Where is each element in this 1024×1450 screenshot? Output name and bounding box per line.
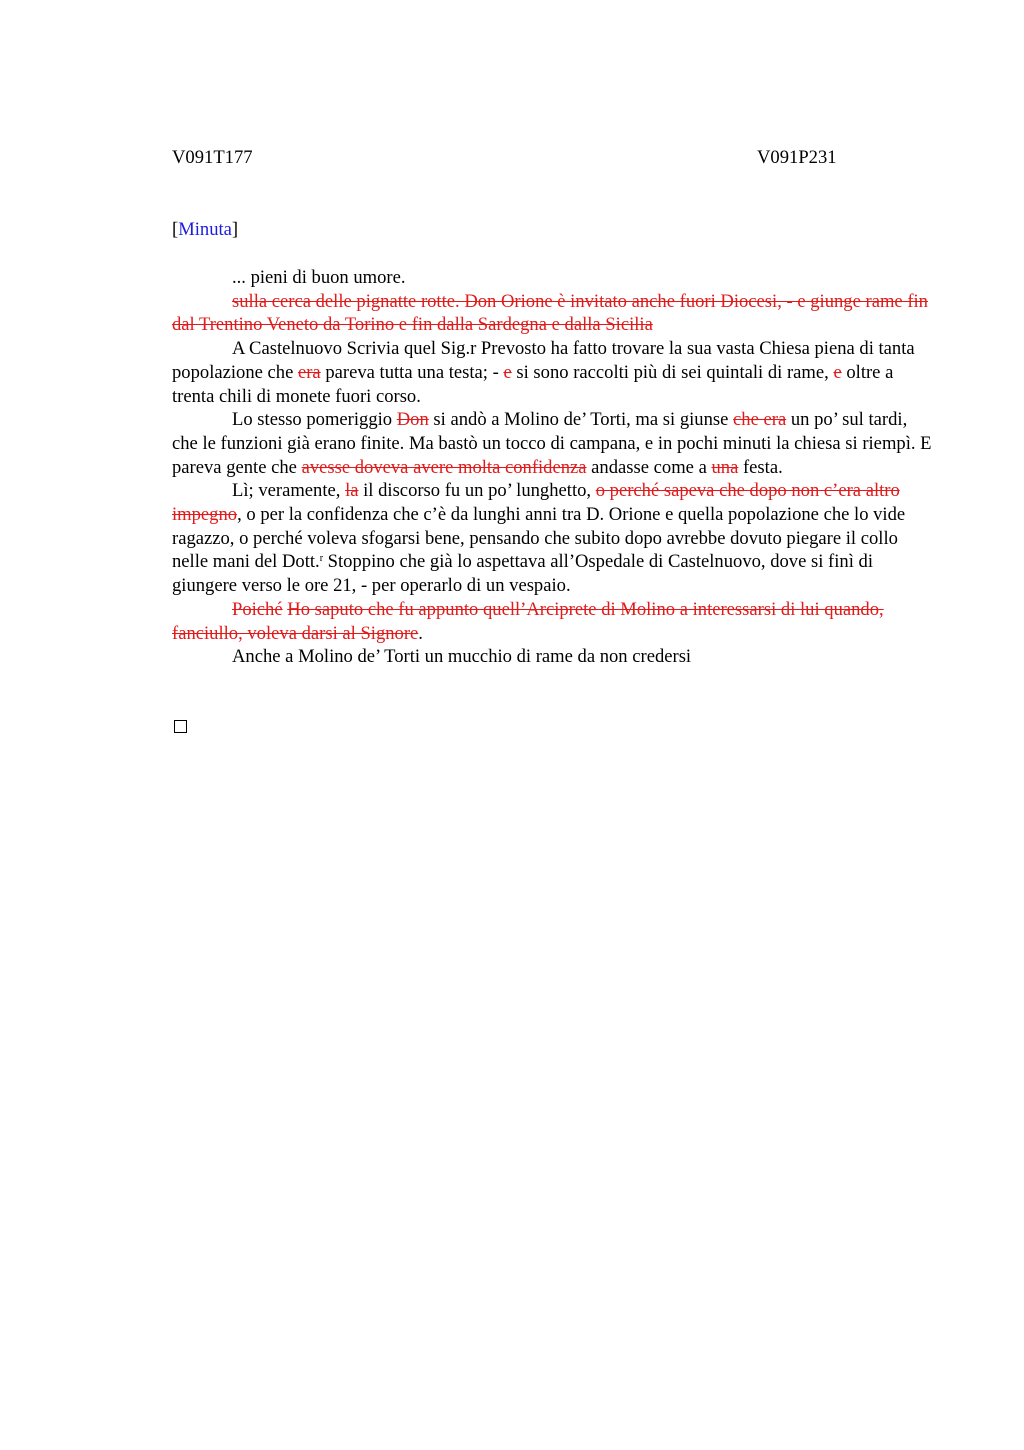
document-code-right: V091P231 — [757, 147, 837, 168]
deleted-text: una — [711, 456, 739, 478]
paragraph-1: ... pieni di buon umore. — [232, 267, 406, 288]
paragraph-7: Anche a Molino de’ Torti un mucchio di rame da non credersi — [232, 646, 692, 668]
text-run: Lo stesso pomeriggio — [232, 409, 397, 431]
deleted-text: Don — [396, 409, 429, 431]
text-run: , o per la confidenza che c’è da lunghi anni tra D. Orione e quella popolazione che lo vide ragazzo, o perché voleva sfogarsi bene, pensando che subito dopo avrebbe dovuto piegare il collo nelle mani del Dott. — [172, 504, 906, 573]
deleted-text: e — [503, 361, 512, 383]
deleted-text: era — [297, 361, 321, 383]
document-body — [172, 266, 932, 669]
text-run: oltre a trenta chili di monete fuori corso. — [172, 361, 894, 407]
text-run: Stoppino che già lo aspettava all’Ospedale di Castelnuovo, dove si finì di giungere verso le ore 21, - per operarlo di un vespaio. — [172, 551, 873, 597]
deleted-text: sulla cerca delle pignatte rotte. Don Orione è invitato anche fuori Diocesi, - e giunge rame fin dal Trentino Veneto da Torino e fin dalla Sardegna e dalla Sicilia — [172, 290, 928, 336]
deleted-text: e — [833, 361, 842, 383]
paragraph-2 — [172, 290, 932, 337]
checkbox-square-icon — [174, 720, 187, 733]
deleted-text: la — [345, 480, 359, 502]
text-run: festa. — [738, 456, 783, 478]
deleted-text: Poiché — [232, 598, 283, 620]
deleted-text: Ho saputo che fu appunto quell’Arciprete di Molino a interessarsi di lui quando, fanciullo, voleva darsi al Signore — [172, 598, 884, 644]
text-run: andasse come a — [586, 456, 712, 478]
text-run: si andò a Molino de’ Torti, ma si giunse — [428, 409, 734, 431]
text-run: A Castelnuovo Scrivia quel Sig.r Prevosto ha fatto trovare la sua vasta Chiesa piena di tanta popolazione che — [172, 338, 915, 383]
label-bracket-close: ] — [231, 219, 239, 240]
paragraph-5 — [172, 479, 932, 598]
label-bracket-open: [ — [172, 219, 179, 240]
deleted-text: avesse doveva avere molta confidenza — [301, 456, 587, 478]
text-run: pareva tutta una testa; - — [320, 361, 504, 383]
document-code-left: V091T177 — [172, 147, 253, 168]
deleted-text: o perché sapeva che dopo non c’era altro impegno — [172, 480, 900, 526]
text-run: Lì; veramente, — [232, 480, 346, 502]
text-run: si sono raccolti più di sei quintali di rame, — [511, 361, 834, 383]
text-run: il discorso fu un po’ lunghetto, — [358, 480, 596, 502]
document-label — [172, 218, 238, 242]
paragraph-6 — [172, 598, 932, 645]
text-run: . — [418, 622, 423, 644]
superscript: r — [319, 553, 324, 565]
text-run: un po’ sul tardi, che le funzioni già erano finite. Ma bastò un tocco di campana, e in pochi minuti la chiesa si riempì. E pareva gente che — [172, 409, 932, 478]
paragraph-3 — [172, 337, 932, 408]
label-minuta: Minuta — [178, 219, 232, 240]
paragraph-4 — [172, 408, 932, 479]
deleted-text: che era — [733, 409, 787, 431]
